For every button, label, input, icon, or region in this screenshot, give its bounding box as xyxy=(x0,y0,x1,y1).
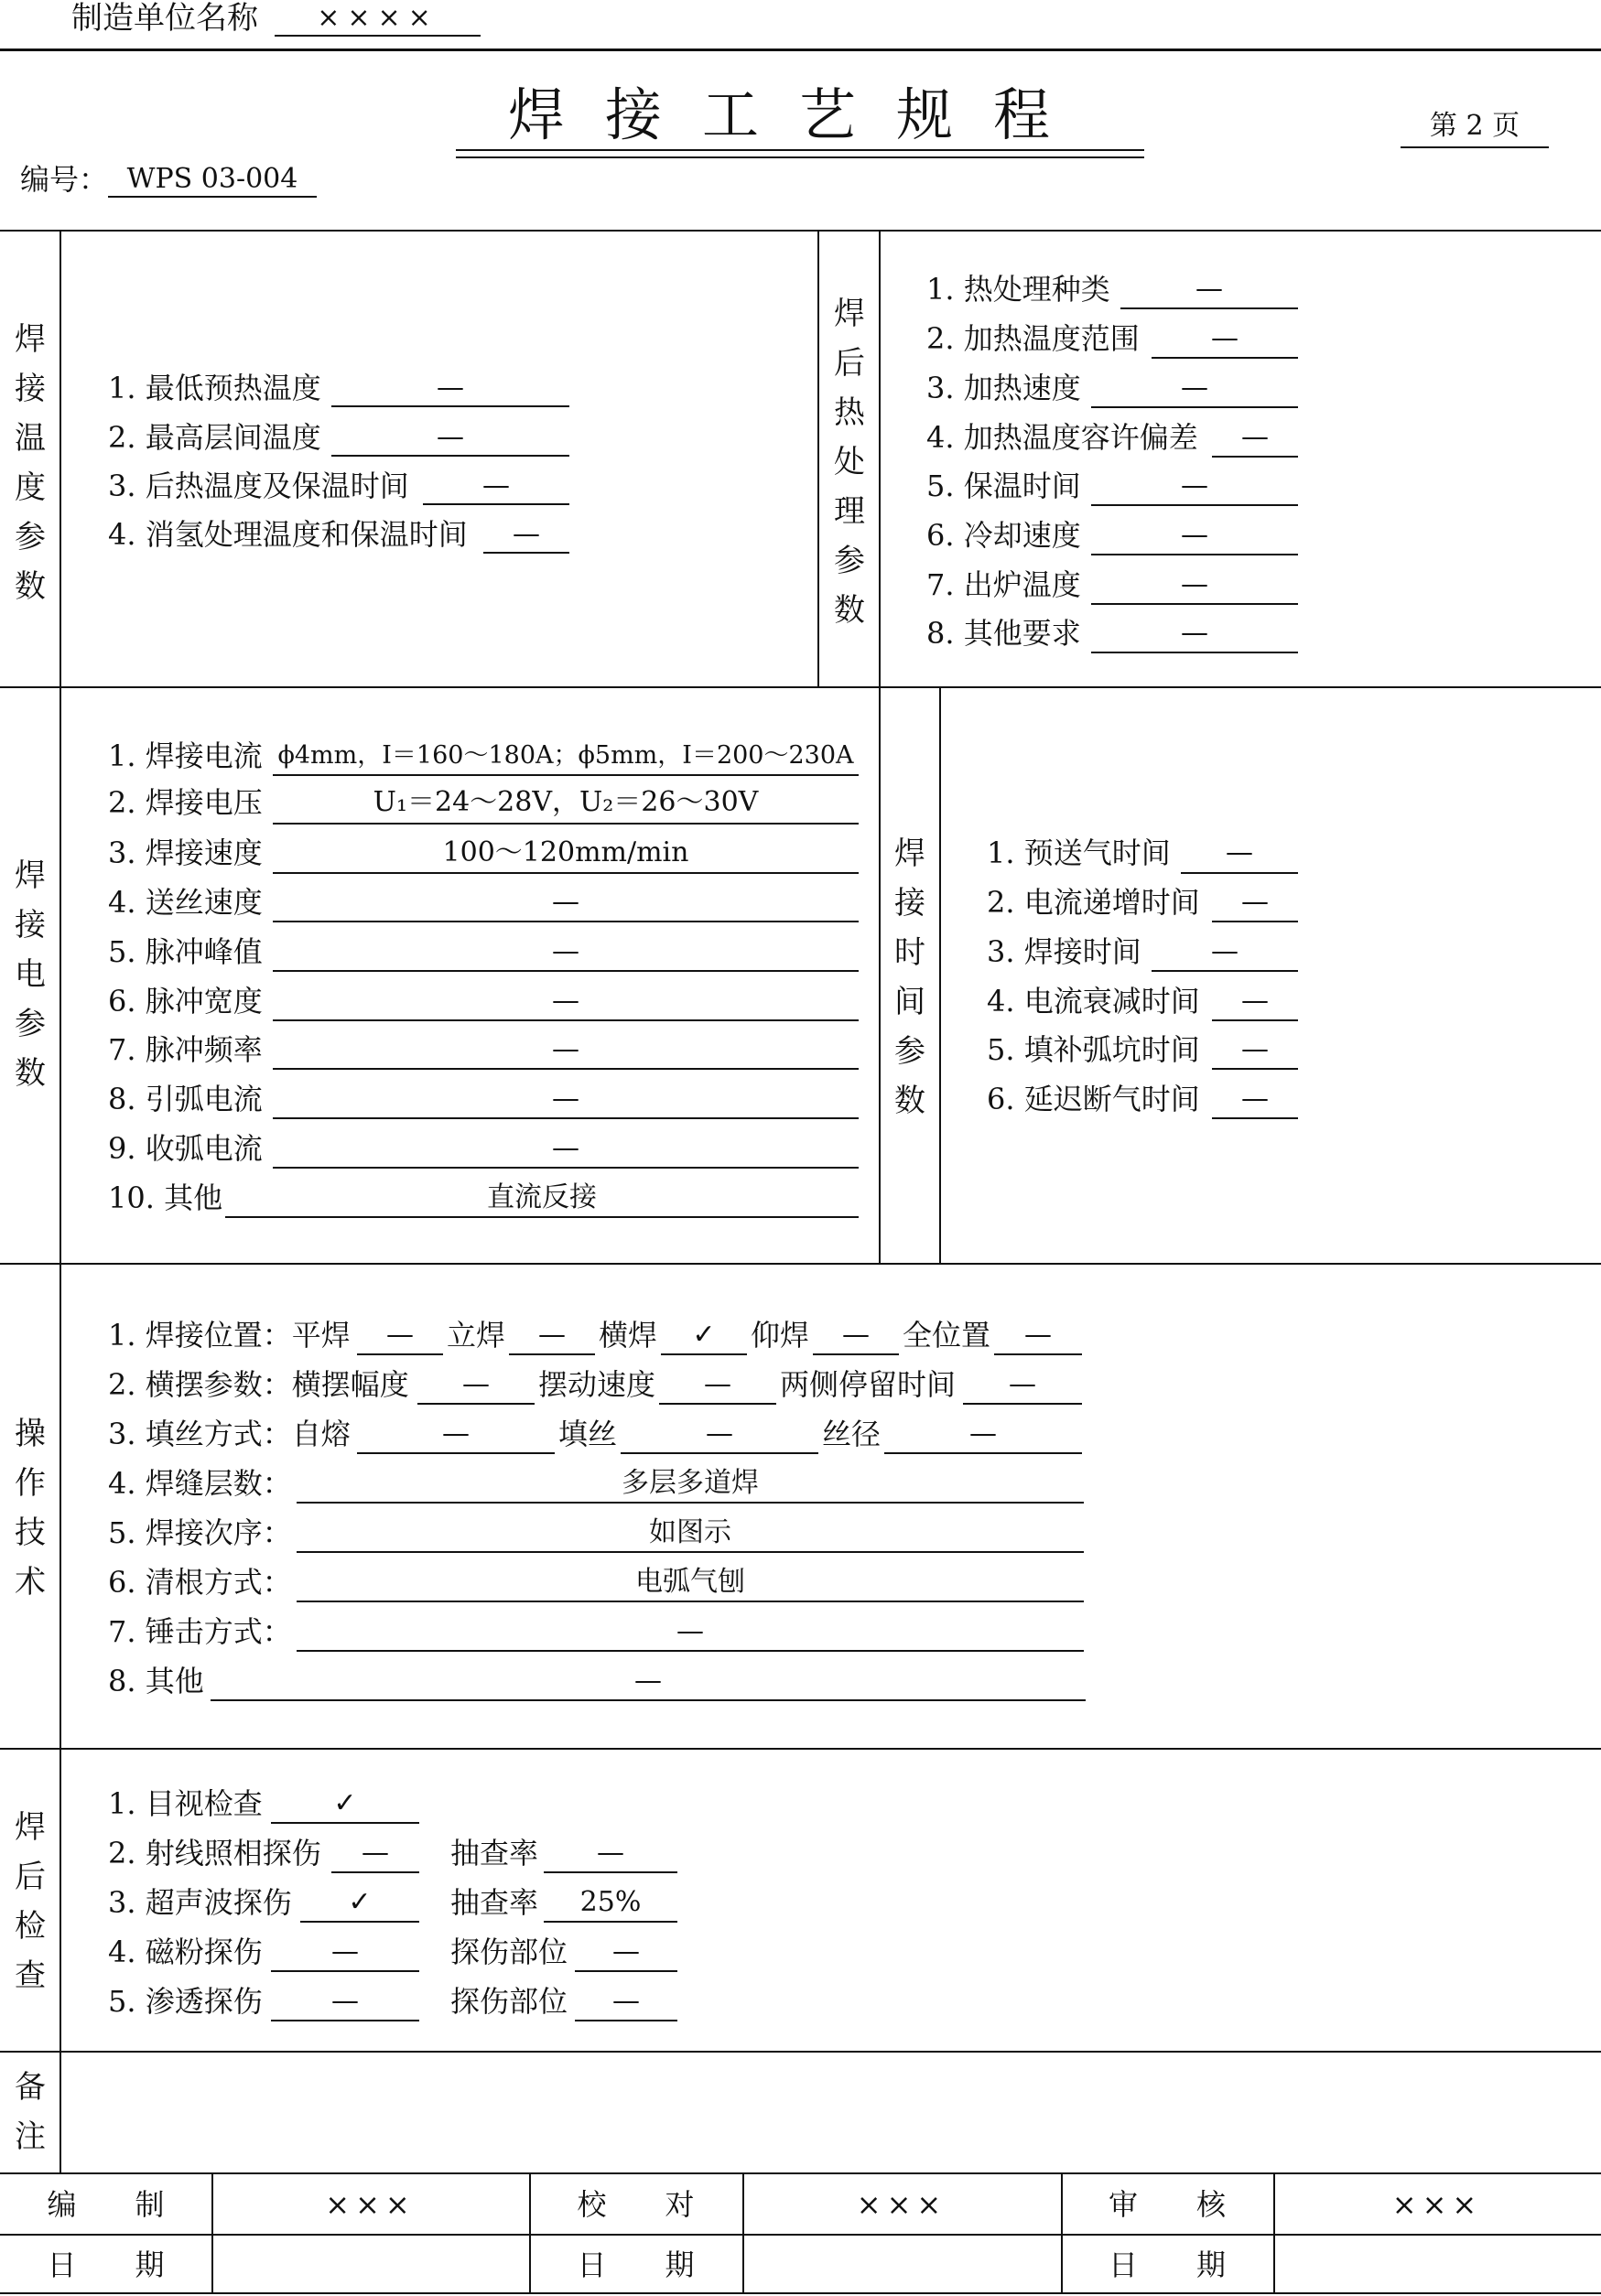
elec-item-value: — xyxy=(552,886,579,918)
insp-underline xyxy=(544,1871,677,1873)
op-weave-speed-value: — xyxy=(704,1368,731,1400)
op-other-value: — xyxy=(634,1665,662,1697)
op-underline xyxy=(211,1699,1086,1701)
temp-item-value: — xyxy=(437,421,464,453)
insp-rt-label: 2. 射线照相探伤 xyxy=(108,1836,321,1870)
elec-split-1 xyxy=(879,686,881,1263)
insp-underline xyxy=(575,2020,677,2021)
title-underline-2 xyxy=(456,156,1144,158)
elec-item-value: ϕ4mm，I＝160～180A；ϕ5mm，I＝200～230A xyxy=(277,741,854,770)
op-allpos-label: 全位置 xyxy=(903,1318,991,1353)
insp-underline xyxy=(300,1921,419,1923)
footer-date-label: 日 期 xyxy=(47,2247,165,2282)
time-item-underline xyxy=(1212,1117,1298,1119)
pwht-item-value: — xyxy=(1181,519,1208,551)
temp-split-2 xyxy=(879,230,881,686)
pwht-item-label: 7. 出炉温度 xyxy=(926,567,1081,602)
op-wire-feed-value: — xyxy=(706,1417,733,1450)
temp-item-value: — xyxy=(437,372,464,404)
label-column-line xyxy=(59,230,61,2172)
time-item-underline xyxy=(1152,970,1298,972)
op-wire-dia-value: — xyxy=(969,1417,997,1450)
op-overhead-label: 仰焊 xyxy=(751,1318,810,1353)
op-underline xyxy=(297,1601,1084,1602)
op-underline xyxy=(417,1403,535,1405)
op-other-label: 8. 其他 xyxy=(108,1664,204,1698)
op-autogenous-value: — xyxy=(442,1417,470,1450)
op-underline xyxy=(297,1650,1084,1652)
op-horizontal-value: ✓ xyxy=(692,1319,716,1351)
page-title: 焊接工艺规程 xyxy=(508,81,1091,148)
page-number-underline xyxy=(1401,146,1549,148)
row-line-bottom xyxy=(0,2292,1601,2294)
temp-item-underline xyxy=(483,552,569,554)
pwht-item-underline xyxy=(1091,554,1298,555)
elec-item-underline xyxy=(273,1117,859,1119)
elec-item-underline xyxy=(273,1167,859,1169)
insp-ut-value: ✓ xyxy=(348,1886,372,1918)
op-underline xyxy=(659,1403,776,1405)
elec-item-value: — xyxy=(552,1132,579,1164)
time-item-label: 2. 电流递增时间 xyxy=(987,885,1200,920)
pwht-item-underline xyxy=(1091,504,1298,506)
elec-item-label: 4. 送丝速度 xyxy=(108,885,263,920)
insp-pt-location-label: 探伤部位 xyxy=(450,1984,568,2019)
insp-ut-rate-value: 25% xyxy=(579,1886,642,1918)
insp-mt-location-label: 探伤部位 xyxy=(450,1935,568,1969)
time-item-value: — xyxy=(1226,836,1253,868)
elec-item-label: 8. 引弧电流 xyxy=(108,1082,263,1116)
op-backgouge-label: 6. 清根方式： xyxy=(108,1565,292,1600)
op-peening-value: — xyxy=(676,1615,704,1647)
op-horizontal-label: 横焊 xyxy=(599,1318,658,1353)
op-overhead-value: — xyxy=(842,1319,870,1351)
time-item-underline xyxy=(1212,1019,1298,1021)
elec-item-value: — xyxy=(552,935,579,967)
insp-underline xyxy=(575,1970,677,1972)
op-underline xyxy=(357,1452,555,1454)
pwht-item-label: 5. 保温时间 xyxy=(926,469,1081,503)
org-value: ×××× xyxy=(317,2,438,34)
insp-underline xyxy=(331,1871,419,1873)
op-underline xyxy=(994,1353,1082,1355)
code-value: WPS 03-004 xyxy=(126,163,298,195)
org-underline xyxy=(275,35,481,37)
elec-item-label: 3. 焊接速度 xyxy=(108,835,263,870)
insp-underline xyxy=(271,1822,419,1824)
temp-item-label: 3. 后热温度及保温时间 xyxy=(108,469,409,503)
op-sequence-value: 如图示 xyxy=(649,1516,731,1548)
elec-item-label: 2. 焊接电压 xyxy=(108,785,263,820)
elec-item-label: 6. 脉冲宽度 xyxy=(108,984,263,1019)
footer-check-label: 校 对 xyxy=(577,2187,695,2222)
pwht-item-label: 3. 加热速度 xyxy=(926,371,1081,405)
op-layers-value: 多层多道焊 xyxy=(622,1467,759,1499)
op-flat-value: — xyxy=(386,1319,414,1351)
code-underline xyxy=(108,196,317,198)
time-item-value: — xyxy=(1211,935,1239,967)
elec-item-underline xyxy=(225,1216,859,1218)
op-vertical-label: 立焊 xyxy=(447,1318,506,1353)
op-vertical-value: — xyxy=(538,1319,566,1351)
pwht-item-label: 1. 热处理种类 xyxy=(926,272,1110,307)
top-rule xyxy=(0,49,1601,51)
op-underline xyxy=(884,1452,1082,1454)
elec-item-label: 10. 其他 xyxy=(108,1180,223,1215)
section-label-elec: 焊 接 电 参 数 xyxy=(15,857,46,1092)
pwht-item-value: — xyxy=(1241,421,1269,453)
op-underline xyxy=(813,1353,899,1355)
insp-mt-value: — xyxy=(331,1935,359,1967)
row-line-5 xyxy=(0,2172,1601,2174)
time-item-value: — xyxy=(1241,1033,1269,1065)
elec-item-value: U₁＝24～28V，U₂＝26～30V xyxy=(373,786,759,818)
op-dwell-label: 两侧停留时间 xyxy=(780,1367,957,1402)
time-item-value: — xyxy=(1241,985,1269,1017)
pwht-item-label: 4. 加热温度容许偏差 xyxy=(926,420,1198,455)
code-label: 编号： xyxy=(20,162,109,197)
op-backgouge-value: 电弧气刨 xyxy=(635,1566,745,1598)
op-weave-speed-label: 摆动速度 xyxy=(538,1367,656,1402)
elec-item-value: — xyxy=(552,1083,579,1115)
footer-compile-label: 编 制 xyxy=(47,2187,165,2222)
temp-item-underline xyxy=(423,503,569,505)
section-label-temp: 焊 接 温 度 参 数 xyxy=(15,321,46,605)
op-wire-feed-label: 填丝 xyxy=(558,1417,618,1451)
op-weave-label: 2. 横摆参数：横摆幅度 xyxy=(108,1367,409,1402)
elec-item-underline xyxy=(273,1019,859,1021)
elec-item-label: 5. 脉冲峰值 xyxy=(108,934,263,969)
op-position-label: 1. 焊接位置：平焊 xyxy=(108,1318,351,1353)
elec-item-underline xyxy=(273,823,859,825)
elec-split-2 xyxy=(939,686,941,1263)
row-line-top xyxy=(0,230,1601,232)
insp-rt-rate-value: — xyxy=(597,1837,624,1869)
time-item-value: — xyxy=(1241,1083,1269,1115)
row-line-1 xyxy=(0,686,1601,688)
elec-item-underline xyxy=(273,921,859,922)
pwht-item-underline xyxy=(1152,357,1298,359)
temp-item-value: — xyxy=(482,469,510,501)
pwht-item-underline xyxy=(1091,406,1298,408)
footer-review-value: ××× xyxy=(1391,2187,1483,2222)
op-dwell-value: — xyxy=(1009,1368,1036,1400)
elec-item-label: 9. 收弧电流 xyxy=(108,1131,263,1166)
row-line-3 xyxy=(0,1748,1601,1750)
op-wire-dia-label: 丝径 xyxy=(822,1417,882,1451)
row-line-6 xyxy=(0,2234,1601,2236)
op-filler-label: 3. 填丝方式：自熔 xyxy=(108,1417,351,1451)
temp-split-1 xyxy=(817,230,819,686)
pwht-item-underline xyxy=(1091,603,1298,605)
insp-ut-label: 3. 超声波探伤 xyxy=(108,1885,292,1920)
insp-pt-value: — xyxy=(331,1985,359,2017)
footer-compile-value: ××× xyxy=(325,2187,416,2222)
elec-item-value: — xyxy=(552,1033,579,1065)
pwht-item-label: 6. 冷却速度 xyxy=(926,518,1081,553)
pwht-item-value: — xyxy=(1181,469,1208,501)
row-line-4 xyxy=(0,2051,1601,2053)
temp-item-underline xyxy=(331,405,569,407)
section-label-time: 焊 接 时 间 参 数 xyxy=(894,835,925,1119)
pwht-item-underline xyxy=(1091,652,1298,653)
temp-item-label: 2. 最高层间温度 xyxy=(108,420,321,455)
temp-item-label: 4. 消氢处理温度和保温时间 xyxy=(108,517,468,552)
op-underline xyxy=(297,1551,1084,1553)
footer-review-label: 审 核 xyxy=(1108,2187,1226,2222)
elec-item-underline xyxy=(273,1068,859,1070)
insp-visual-value: ✓ xyxy=(333,1787,357,1819)
op-layers-label: 4. 焊缝层数： xyxy=(108,1466,292,1501)
time-item-label: 4. 电流衰减时间 xyxy=(987,984,1200,1019)
elec-item-underline xyxy=(273,872,859,874)
insp-pt-label: 5. 渗透探伤 xyxy=(108,1984,263,2019)
time-item-label: 5. 填补弧坑时间 xyxy=(987,1032,1200,1067)
insp-ut-rate-label: 抽查率 xyxy=(450,1885,539,1920)
insp-underline xyxy=(271,2020,419,2021)
insp-underline xyxy=(544,1921,677,1923)
section-label-insp: 焊 后 检 查 xyxy=(15,1809,46,1994)
insp-pt-location-value: — xyxy=(612,1985,640,2017)
op-underline xyxy=(509,1353,595,1355)
elec-item-label: 7. 脉冲频率 xyxy=(108,1032,263,1067)
time-item-label: 3. 焊接时间 xyxy=(987,934,1141,969)
insp-rt-value: — xyxy=(362,1837,389,1869)
elec-item-value: 直流反接 xyxy=(487,1181,597,1213)
time-item-label: 6. 延迟断气时间 xyxy=(987,1082,1200,1116)
op-underline xyxy=(621,1452,818,1454)
section-label-remark: 备 注 xyxy=(15,2069,46,2155)
insp-mt-label: 4. 磁粉探伤 xyxy=(108,1935,263,1969)
time-item-underline xyxy=(1212,1068,1298,1070)
pwht-item-value: — xyxy=(1181,372,1208,404)
elec-item-label: 1. 焊接电流 xyxy=(108,738,263,773)
op-underline xyxy=(661,1353,747,1355)
footer-date-label: 日 期 xyxy=(577,2247,695,2282)
pwht-item-underline xyxy=(1120,307,1298,309)
elec-item-value: — xyxy=(552,985,579,1017)
pwht-item-value: — xyxy=(1211,322,1239,354)
elec-item-value: 100～120mm/min xyxy=(442,836,689,868)
section-label-pwht: 焊 后 热 处 理 参 数 xyxy=(834,296,865,629)
op-weave-width-value: — xyxy=(462,1368,490,1400)
temp-item-value: — xyxy=(513,518,540,550)
pwht-item-label: 8. 其他要求 xyxy=(926,616,1081,651)
time-item-underline xyxy=(1181,872,1298,874)
pwht-item-label: 2. 加热温度范围 xyxy=(926,321,1140,356)
insp-rt-rate-label: 抽查率 xyxy=(450,1836,539,1870)
section-label-op: 操 作 技 术 xyxy=(15,1416,46,1601)
elec-item-underline xyxy=(273,970,859,972)
insp-underline xyxy=(271,1970,419,1972)
footer-date-label: 日 期 xyxy=(1108,2247,1226,2282)
op-underline xyxy=(357,1353,443,1355)
title-underline-1 xyxy=(456,149,1144,151)
pwht-item-value: — xyxy=(1181,568,1208,600)
time-item-label: 1. 预送气时间 xyxy=(987,835,1171,870)
insp-visual-label: 1. 目视检查 xyxy=(108,1786,263,1821)
elec-item-underline xyxy=(273,774,859,776)
op-sequence-label: 5. 焊接次序： xyxy=(108,1515,292,1550)
op-peening-label: 7. 锤击方式： xyxy=(108,1614,292,1649)
pwht-item-underline xyxy=(1212,456,1298,458)
temp-item-underline xyxy=(331,455,569,457)
page-number: 第 2 页 xyxy=(1429,110,1520,142)
pwht-item-value: — xyxy=(1195,273,1223,305)
row-line-2 xyxy=(0,1263,1601,1265)
time-item-underline xyxy=(1212,921,1298,922)
org-label: 制造单位名称 xyxy=(71,0,258,37)
op-underline xyxy=(963,1403,1082,1405)
op-underline xyxy=(297,1502,1084,1504)
footer-check-value: ××× xyxy=(856,2187,947,2222)
temp-item-label: 1. 最低预热温度 xyxy=(108,371,321,405)
time-item-value: — xyxy=(1241,886,1269,918)
pwht-item-value: — xyxy=(1181,617,1208,649)
insp-mt-location-value: — xyxy=(612,1935,640,1967)
op-allpos-value: — xyxy=(1024,1319,1052,1351)
